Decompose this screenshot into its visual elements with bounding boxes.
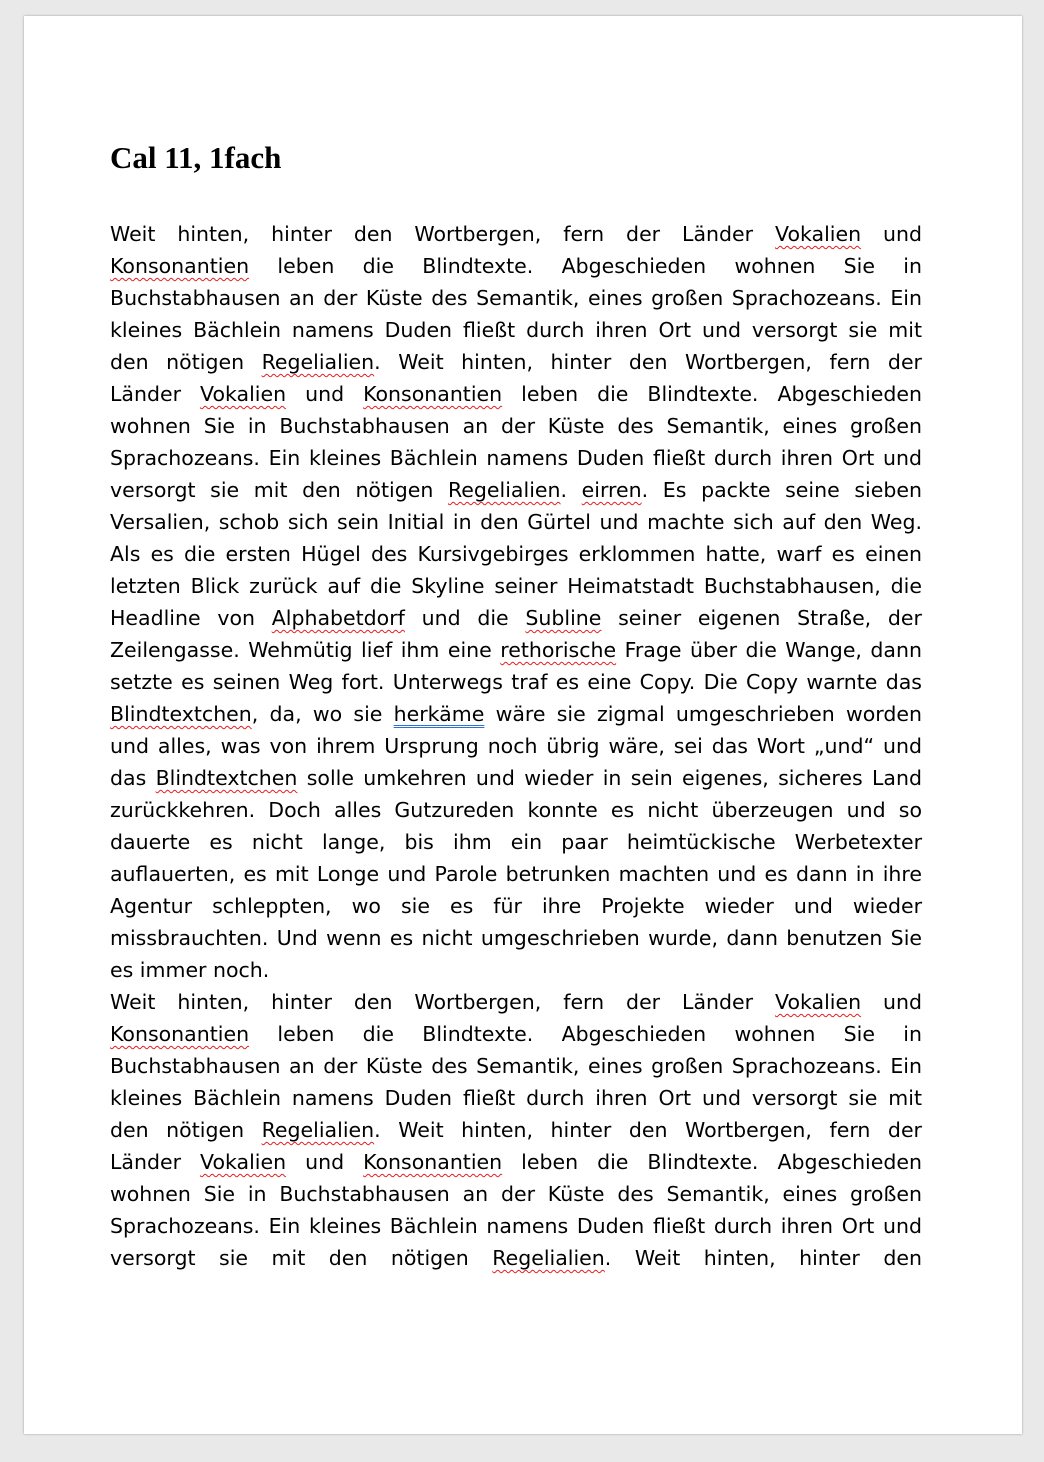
text-line: missbrauchten. Und wenn es nicht umgeschrieben wurde, dann benutzen Sie [110,926,922,950]
text-line: und alles, was von ihrem Ursprung noch übrig wäre, sei das Wort „und“ und [110,734,922,758]
text-line: Agentur schleppten, wo sie es für ihre Projekte wieder und wieder [110,894,922,918]
text-line: Als es die ersten Hügel des Kursivgebirges erklommen hatte, warf es einen [110,542,922,566]
spelling-error-word[interactable]: Vokalien [200,1150,287,1174]
spelling-error-word[interactable]: Alphabetdorf [271,606,405,630]
text-line: zurückkehren. Doch alles Gutzureden konnte es nicht überzeugen und so [110,798,922,822]
text-line: kleines Bächlein namens Duden fließt durch ihren Ort und versorgt sie mit [110,318,922,342]
text-line: Buchstabhausen an der Küste des Semantik, eines großen Sprachozeans. Ein [110,1054,922,1078]
spelling-error-word[interactable]: Regelialien [492,1246,605,1270]
text-line: Weit hinten, hinter den Wortbergen, fern der Länder Vokalien und [110,222,922,246]
spelling-error-word[interactable]: eirren [581,478,642,502]
spelling-error-word[interactable]: Blindtextchen [110,702,252,726]
text-line: den nötigen Regelialien. Weit hinten, hinter den Wortbergen, fern der [110,1118,922,1142]
text-line: dauerte es nicht lange, bis ihm ein paar heimtückische Werbetexter [110,830,922,854]
text-line: Konsonantien leben die Blindtexte. Abgeschieden wohnen Sie in [110,254,922,278]
text-line: versorgt sie mit den nötigen Regelialien. eirren. Es packte seine sieben [110,478,922,502]
text-line: Headline von Alphabetdorf und die Subline seiner eigenen Straße, der [110,606,922,630]
document-body[interactable] [110,218,922,1274]
spelling-error-word[interactable]: Konsonantien [110,1022,250,1046]
text-line: setzte es seinen Weg fort. Unterwegs traf es eine Copy. Die Copy warnte das [110,670,922,694]
text-line: das Blindtextchen solle umkehren und wieder in sein eigenes, sicheres Land [110,766,922,790]
spelling-error-word[interactable]: Vokalien [200,382,287,406]
text-line: Sprachozeans. Ein kleines Bächlein namens Duden fließt durch ihren Ort und [110,1214,922,1238]
text-line: Blindtextchen, da, wo sie herkäme wäre sie zigmal umgeschrieben worden [110,702,922,726]
text-line: auflauerten, es mit Longe und Parole betrunken machten und es dann in ihre [110,862,922,886]
text-line: wohnen Sie in Buchstabhausen an der Küste des Semantik, eines großen [110,414,922,438]
text-line: Versalien, schob sich sein Initial in den Gürtel und machte sich auf den Weg. [110,510,922,534]
spelling-error-word[interactable]: Subline [525,606,602,630]
text-line: letzten Blick zurück auf die Skyline seiner Heimatstadt Buchstabhausen, die [110,574,922,598]
text-line: Länder Vokalien und Konsonantien leben die Blindtexte. Abgeschieden [110,1150,922,1174]
spelling-error-word[interactable]: Konsonantien [363,1150,503,1174]
text-line: kleines Bächlein namens Duden fließt durch ihren Ort und versorgt sie mit [110,1086,922,1110]
spelling-error-word[interactable]: Regelialien [261,1118,375,1142]
spelling-error-word[interactable]: rethorische [500,638,617,662]
grammar-error-word[interactable]: herkäme [393,702,485,726]
spelling-error-word[interactable]: Konsonantien [363,382,503,406]
document-title: Cal 11, 1fach [110,140,282,175]
spelling-error-word[interactable]: Vokalien [775,990,862,1014]
spelling-error-word[interactable]: Regelialien [447,478,561,502]
spelling-error-word[interactable]: Vokalien [775,222,862,246]
text-line: den nötigen Regelialien. Weit hinten, hinter den Wortbergen, fern der [110,350,922,374]
text-line: versorgt sie mit den nötigen Regelialien. Weit hinten, hinter den [110,1246,922,1270]
spelling-error-word[interactable]: Regelialien [261,350,375,374]
text-line: es immer noch. [110,958,270,982]
spelling-error-word[interactable]: Konsonantien [110,254,250,278]
text-line: Sprachozeans. Ein kleines Bächlein namens Duden fließt durch ihren Ort und [110,446,922,470]
text-line: Zeilengasse. Wehmütig lief ihm eine rethorische Frage über die Wange, dann [110,638,922,662]
text-line: Länder Vokalien und Konsonantien leben die Blindtexte. Abgeschieden [110,382,922,406]
text-line: Weit hinten, hinter den Wortbergen, fern der Länder Vokalien und [110,990,922,1014]
text-line: Konsonantien leben die Blindtexte. Abgeschieden wohnen Sie in [110,1022,922,1046]
text-line: wohnen Sie in Buchstabhausen an der Küste des Semantik, eines großen [110,1182,922,1206]
document-page[interactable] [24,16,1022,1434]
spelling-error-word[interactable]: Blindtextchen [155,766,298,790]
text-line: Buchstabhausen an der Küste des Semantik, eines großen Sprachozeans. Ein [110,286,922,310]
